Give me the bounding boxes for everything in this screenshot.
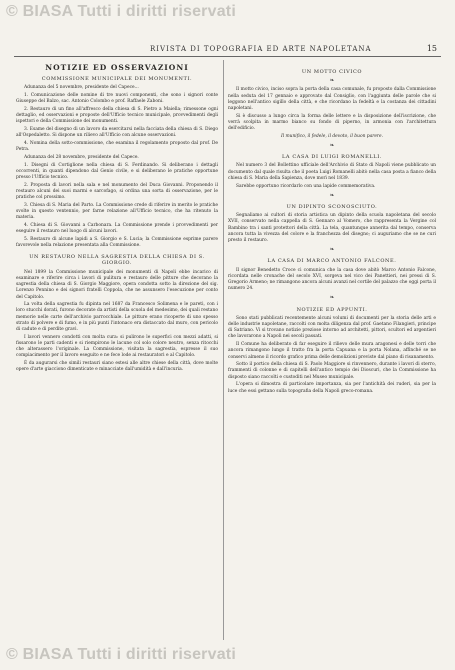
paragraph: Il Comune ha deliberato di far eseguire il rilievo delle mura aragonesi e delle torri che ancora rimangono lungo il tratto fra la porta Capuana e la porta Nolana, affinché se ne conservi almeno il ricordo grafico prima delle demolizioni previste dal piano di risanamento.	[228, 342, 436, 360]
paragraph: Nel numero 3 del Bollettino ufficiale dell'Archivio di Stato di Napoli viene pubblicato un documento dal quale risulta che il poeta Luigi Romanelli abitò nella casa posta a fianco della chiesa di S. Maria della Sapienza, dove morì nel 1839.	[228, 163, 436, 181]
subhead-unknown-painting: UN DIPINTO SCONOSCIUTO.	[286, 203, 378, 210]
paragraph: 3. Esame del disegno di un lavoro da esercitarsi nella facciata della chiesa di S. Diego all'Ospedaletto. Si dispone un rilievo all'Ufficio con alcune osservazioni.	[16, 127, 218, 139]
paragraph: Adunanza del 28 novembre, presidente del Capece.	[24, 154, 139, 160]
motto-line: Il munifico, il fedele, il devoto, il buon parere.	[280, 133, 384, 139]
paragraph: 1. Comunicazione delle nomine di tre nuovi componenti, che sono i signori conte Giuseppe del Balzo, sac. Antonio Colombo e prof. Raffaele Zaboni.	[16, 93, 218, 105]
fleuron-ornament: ❧	[329, 191, 335, 199]
paragraph: Il motto civico, inciso sopra la porta della casa comunale, fu proposto dalla Commissione nella seduta del 17 gennaio e approvato dal Consiglio, con l'aggiunta delle parole che si leggono nell'antico sigillo della città, e che ricordano la fedeltà e la costanza dei cittadini napoletani.	[228, 87, 436, 112]
subhead-romanelli: LA CASA DI LUIGI ROMANELLI.	[282, 154, 382, 161]
running-head: RIVISTA DI TOPOGRAFIA ED ARTE NAPOLETANA	[150, 45, 372, 53]
paragraph: Adunanza del 5 novembre, presidente del Capece...	[24, 85, 139, 91]
left-column	[16, 64, 218, 642]
fleuron-ornament: ❧	[329, 142, 335, 150]
paragraph: 1. Disegni di Cortiglione nella chiesa di S. Ferdinando. Si deliberano i dettagli occorrenti, in quanti dipendono dal Genio civile, e si deliberano le pratiche opportune presso l'Ufficio tecnico.	[16, 162, 218, 181]
paragraph: Nel 1899 la Commissione municipale dei monumenti di Napoli ebbe incarico di esaminare e riferire circa i lavori di pulitura e restauro delle pitture che decorano la sagrestia della chiesa di S. Giorgio Maggiore, opera condotta sotto la direzione del sig. Lorenzo Pennino e dei signori fratelli Coppola, che ne assunsero l'esecuzione per conto del Capitolo.	[16, 269, 218, 300]
paragraph: Segnaliamo ai cultori di storia artistica un dipinto della scuola napoletana del secolo XVII, conservato nella cappella di S. Gennaro al Vomero, che rappresenta la Vergine col Bambino tra i santi protettori della città. La tela, quantunque annerita dal tempo, conserva ancora tutta la vivezza del colore e la franchezza del disegno; ci auguriamo che se ne curi presto il restauro.	[228, 213, 436, 243]
section-title: NOTIZIE ED OSSERVAZIONI	[45, 64, 189, 72]
column-divider	[223, 60, 224, 640]
paragraph: Si è discusso a lungo circa la forma delle lettere e la disposizione dell'iscrizione, che verrà scolpita in marmo bianco su fondo di piperno, in armonia con l'architettura dell'edificio.	[228, 113, 436, 132]
fleuron-ornament: ❧	[329, 246, 335, 254]
paragraph: Il signor Benedetto Croce ci comunica che la casa dove abitò Marco Antonio Falcone, ricordata nelle cronache del secolo XVI, sorgeva nel vico dei Panettieri, nei pressi di S. Gregorio Armeno; ne rimangono ancora alcuni avanzi nel cortile del palazzo che oggi porta il numero 24.	[228, 267, 436, 292]
subhead-commission: COMMISSIONE MUNICIPALE DEI MONUMENTI.	[41, 76, 193, 83]
subhead-notes: NOTIZIE ED APPUNTI.	[296, 306, 368, 313]
paragraph: Sono stati pubblicati recentemente alcuni volumi di documenti per la storia delle arti e delle industrie napoletane, raccolti con molta diligenza dal prof. Gaetano Filangieri, principe di Satriano. Vi si trovano notizie preziose intorno ad architetti, pittori, scultori ed argentieri che lavorarono a Napoli nei secoli passati.	[228, 315, 436, 340]
paragraph: Sarebbe opportuno ricordarlo con una lapide commemorativa.	[236, 183, 376, 189]
paragraph: 3. Chiesa di S. Maria del Parto. La Commissione crede di riferire in merito le pratiche svolte in questo ventennio, per farne relazione all'Ufficio tecnico, che ha ritenuto la materia.	[16, 202, 218, 221]
subhead-restoration: UN RESTAURO NELLA SAGRESTIA DELLA CHIESA DI S. GIORGIO.	[29, 254, 205, 267]
right-column	[228, 64, 436, 642]
paragraph: L'opera si dimostra di particolare importanza, sia per l'antichità dei ruderi, sia per la luce che essi gettano sulla topografia della Napoli greco-romana.	[228, 382, 436, 394]
fleuron-ornament: ❧	[329, 294, 335, 302]
paragraph: I lavori vennero condotti con molta cura: si pulirono le superfici con mezzi adatti, si fissarono le parti cadenti e si riempirono le lacune col solo colore neutro, senza ritocchi che alterassero l'originale. La Commissione, visitata la sagrestia, espresse il suo compiacimento per il lavoro eseguito e ne fece lode ai restauratori e al Capitolo.	[16, 334, 218, 359]
subhead-civic-motto: UN MOTTO CIVICO	[301, 69, 363, 75]
paragraph: 2. Proposta di lavori nella sala e nel monumento del Duca Giovanni. Proponendo il restauro alcuni dei suoi marmi e sarcofago, si ordina una sorta di osservazione, per le pratiche col prossimo.	[16, 182, 218, 201]
fleuron-ornament: ❧	[329, 77, 335, 85]
paragraph: 4. Chiesa di S. Giovanni a Carbonara. La Commissione prende i provvedimenti per eseguire il restauro nel luogo di alcuni lavori.	[16, 222, 218, 235]
paragraph: 5. Restauro di alcune lapidi a S. Giorgio e S. Lucia; la Commissione esprime parere favorevole nella relazione presentata alla Commissione.	[16, 236, 218, 249]
page-number: 15	[426, 44, 437, 53]
paragraph: La volta della sagrestia fu dipinta nel 1687 da Francesco Solimena e le pareti, con i loro stucchi dorati, furono decorate da artisti della scuola del medesimo, dei quali restano memorie nelle carte dell'archivio parrocchiale. Le pitture erano ricoperte di uno spesso strato di polvere e di fumo, e in più punti l'intonaco era distaccato dal muro, con pericolo di cadute e di perdite gravi.	[16, 302, 218, 333]
paragraph: 2. Restauro di un fino all'affresco della chiesa di S. Pietro a Maiella; rimessone ogni dettaglio, ed osservazioni e proposte dell'Ufficio tecnico municipale, provvedimenti degli ispettori e della Commissione dei monumenti.	[16, 107, 218, 125]
paragraph: 4. Nomina della sotto-commissione, che esamina il regolamento proposto dal prof. De Petra.	[16, 141, 218, 153]
paragraph: È da augurarsi che simili restauri siano estesi alle altre chiese della città, dove molte opere d'arte giacciono dimenticate e minacciate dall'umidità e dall'incuria.	[16, 361, 218, 373]
paragraph: Sotto il portico della chiesa di S. Paolo Maggiore si rinvennero, durante i lavori di sterro, frammenti di colonne e di capitelli dell'antico tempio dei Dioscuri, che la Commissione ha disposto siano raccolti e custoditi nel Museo municipale.	[228, 362, 436, 380]
header-rule	[14, 56, 441, 57]
watermark-bottom: © BIASA Tutti i diritti riservati	[6, 646, 236, 663]
subhead-falcone: LA CASA DI MARCO ANTONIO FALCONE.	[267, 258, 397, 265]
watermark-top: © BIASA Tutti i diritti riservati	[6, 3, 236, 20]
